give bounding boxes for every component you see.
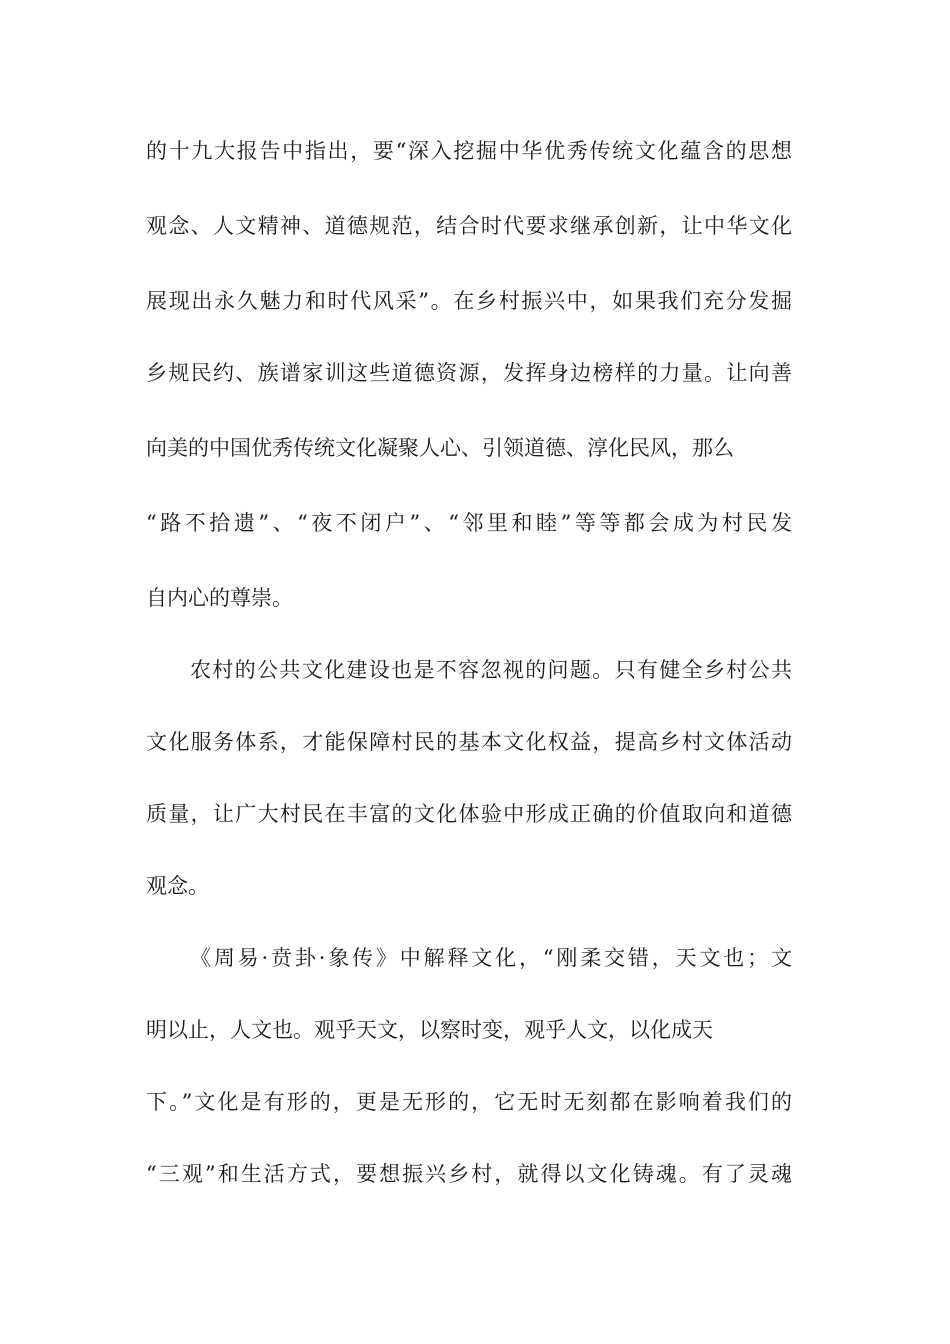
- text-line: 乡规民约、族谱家训这些道德资源，发挥身边榜样的力量。让向善: [146, 361, 792, 385]
- text-line: “路不拾遗”、“夜不闭户”、“邻里和睦”等等都会成为村民发: [146, 511, 792, 535]
- text-line: 观念、人文精神、道德规范，结合时代要求继承创新，让中华文化: [146, 214, 792, 238]
- text-line: 展现出永久魅力和时代风采”。在乡村振兴中，如果我们充分发掘: [146, 289, 792, 313]
- paragraph-first-line: 农村的公共文化建设也是不容忽视的问题。只有健全乡村公共: [190, 658, 792, 682]
- text-line: 向美的中国优秀传统文化凝聚人心、引领道德、淳化民风，那么: [146, 436, 734, 460]
- text-line: 文化服务体系，才能保障村民的基本文化权益，提高乡村文体活动: [146, 730, 792, 754]
- text-line: 的十九大报告中指出，要“深入挖掘中华优秀传统文化蕴含的思想: [146, 139, 792, 163]
- paragraph-first-line: 《周易·贲卦·象传》中解释文化，“刚柔交错，天文也；文: [190, 946, 792, 970]
- text-line: 质量，让广大村民在丰富的文化体验中形成正确的价值取向和道德: [146, 802, 792, 826]
- text-line: 明以止，人文也。观乎天文，以察时变，观乎人文，以化成天: [146, 1018, 713, 1042]
- paragraph-end-line: 观念。: [146, 874, 209, 898]
- text-line: 下。”文化是有形的，更是无形的，它无时无刻都在影响着我们的: [146, 1090, 792, 1114]
- text-line: “三观”和生活方式，要想振兴乡村，就得以文化铸魂。有了灵魂: [146, 1162, 792, 1186]
- paragraph-end-line: 自内心的尊崇。: [146, 586, 293, 610]
